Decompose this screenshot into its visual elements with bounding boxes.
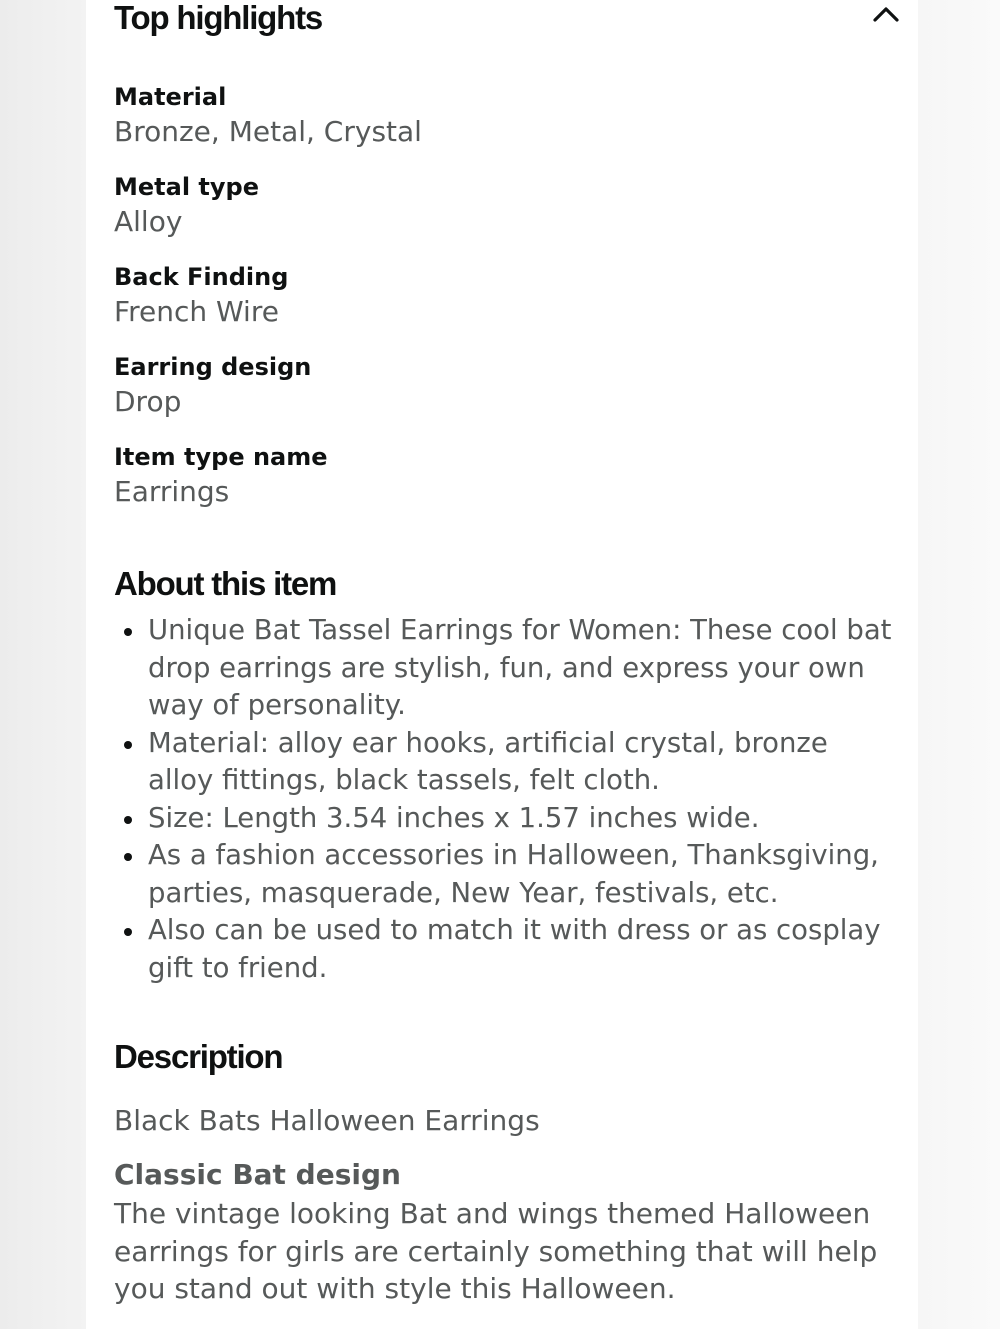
about-bullet: As a fashion accessories in Halloween, Thanksgiving, parties, masquerade, New Year, festivals, etc. <box>148 837 894 912</box>
highlight-material <box>114 82 894 172</box>
highlight-label: Back Finding <box>114 263 289 291</box>
highlight-back-finding <box>114 262 894 352</box>
highlight-value: Earrings <box>114 475 230 508</box>
product-details-panel <box>86 0 918 1329</box>
highlight-value: Alloy <box>114 205 183 238</box>
description-subtitle: Black Bats Halloween Earrings <box>114 1104 540 1137</box>
highlight-item-type-name <box>114 442 894 532</box>
highlight-earring-design <box>114 352 894 442</box>
highlight-value: French Wire <box>114 295 279 328</box>
highlight-label: Material <box>114 83 227 111</box>
description-title: Description <box>114 1038 283 1075</box>
highlight-metal-type <box>114 172 894 262</box>
top-highlights-header[interactable] <box>114 0 894 38</box>
product-details-content <box>114 0 894 1308</box>
about-bullet-list <box>114 612 894 987</box>
highlight-value: Drop <box>114 385 182 418</box>
collapse-button[interactable] <box>866 0 906 36</box>
highlight-label: Metal type <box>114 173 259 201</box>
about-bullet: Size: Length 3.54 inches x 1.57 inches wide. <box>148 800 894 838</box>
chevron-up-icon <box>866 0 906 36</box>
description-body: The vintage looking Bat and wings themed Halloween earrings for girls are certainly something that will help you stand out with style this Halloween. <box>114 1197 878 1305</box>
description-heading: Classic Bat design <box>114 1158 401 1191</box>
highlight-label: Earring design <box>114 353 312 381</box>
about-bullet: Unique Bat Tassel Earrings for Women: These cool bat drop earrings are stylish, fun, and express your own way of personality. <box>148 612 894 725</box>
about-bullet: Material: alloy ear hooks, artificial crystal, bronze alloy fittings, black tassels, felt cloth. <box>148 725 894 800</box>
highlights-list <box>114 82 894 532</box>
about-bullet: Also can be used to match it with dress or as cosplay gift to friend. <box>148 912 894 987</box>
highlight-label: Item type name <box>114 443 328 471</box>
about-this-item-title: About this item <box>114 565 337 602</box>
highlight-value: Bronze, Metal, Crystal <box>114 115 422 148</box>
top-highlights-title: Top highlights <box>114 0 323 36</box>
